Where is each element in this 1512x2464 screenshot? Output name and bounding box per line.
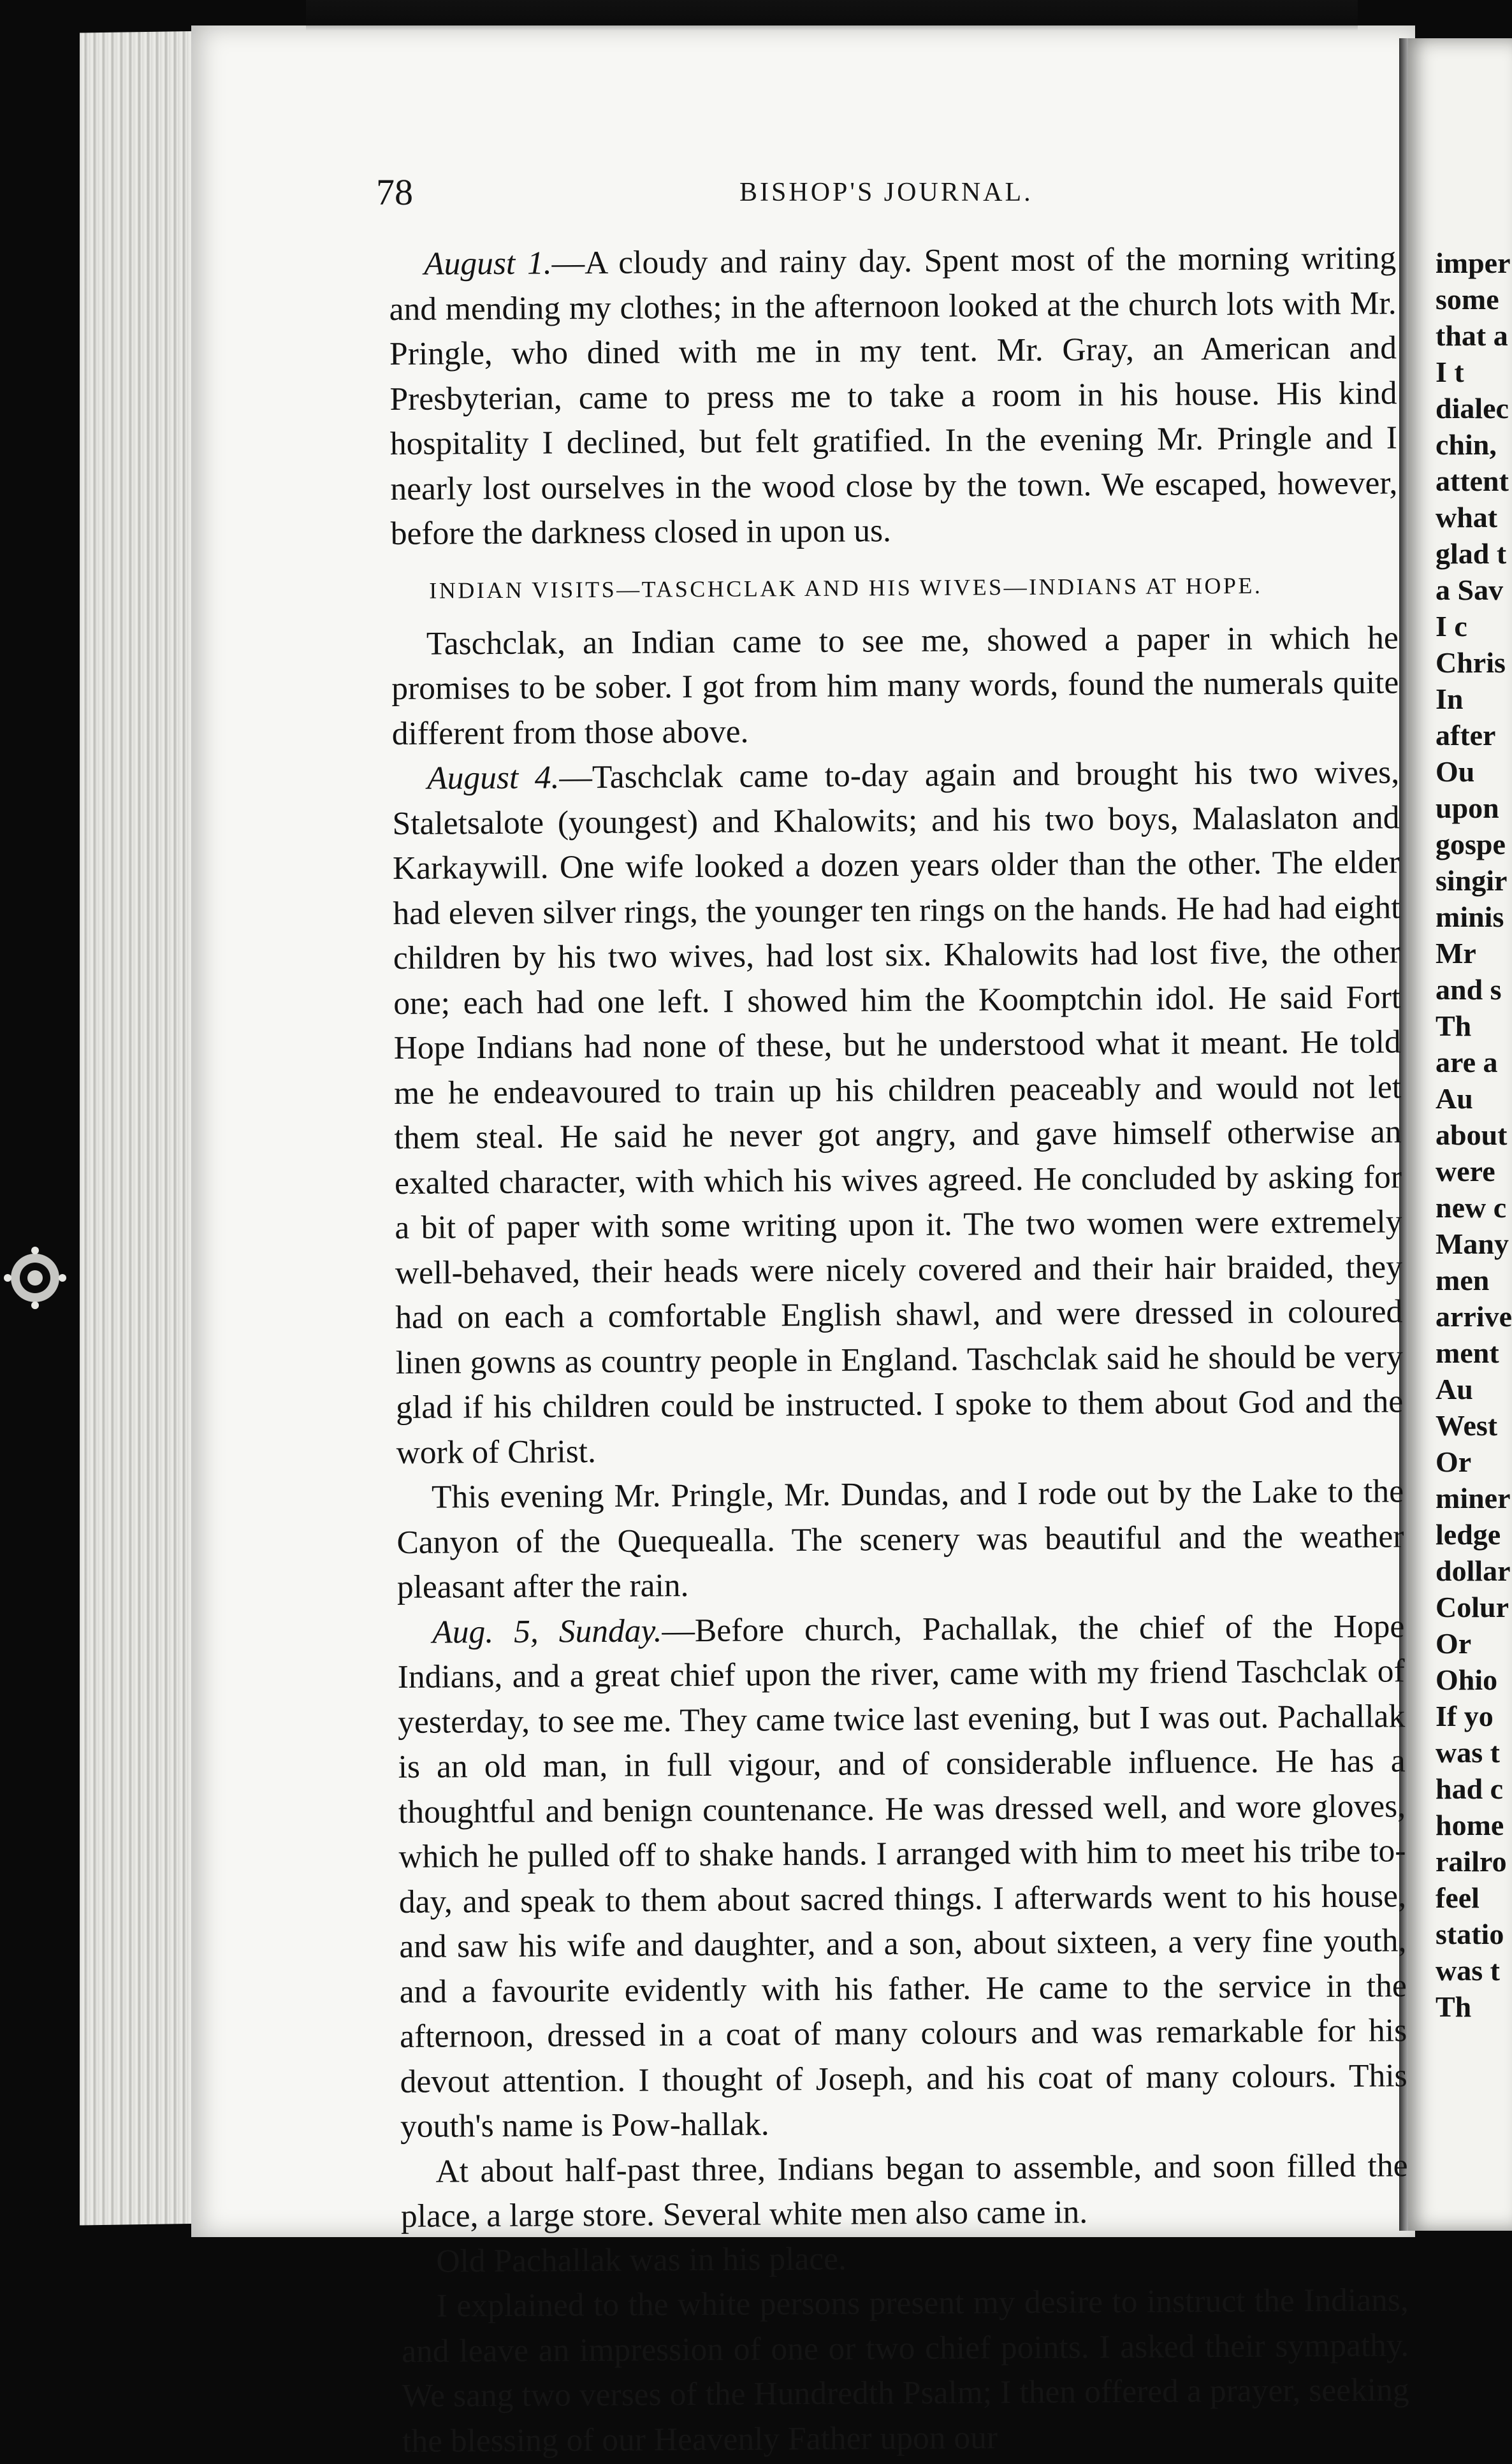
paragraph-text: —Taschclak came to-day again and brought his two wives, Staletsalote (youngest) and Khalowits; and his two boys, Malaslaton and Karkaywill. One wife looked a dozen years older than the other. The elder had eleven silver rings, the younger ten rings on the hands. He had had eight children by his two wives, had lost six. Khalowits had lost five, the other one; each had one left. I showed him the Koomptchin idol. He said Fort Hope Indians had none of these, but he understood what it meant. He told me he endeavoured to train up his children peaceably and would not let them steal. He said he never got angry, and gave himself otherwise an exalted character, with which his wives agreed. He concluded by asking for a bit of paper with some writing upon it. The two women were extremely well-behaved, their heads were nicely covered and their hair braided, they had on each a comfortable English shawl, and were dressed in coloured linen gowns as country people in England. Taschclak said he should be very glad if his children could be instructed. I spoke to them about God and the work of Christ. (392, 754, 1404, 1471)
facing-page-fragment: glad t (1436, 537, 1507, 570)
facing-page-fragment: In (1436, 683, 1464, 715)
paragraph (397, 1604, 1407, 2150)
paragraph (389, 236, 1398, 556)
paragraph (392, 750, 1404, 1475)
paragraph-text: —Before church, Pachallak, the chief of the Hope Indians, and a great chief upon the river, came with my friend Taschclak of yesterday, to see me. They came twice last evening, but I was out. Pachallak is an old man, in full vigour, and of considerable influence. He has a thoughtful and benign countenance. He was dressed well, and wore gloves, which he pulled off to shake hands. I arranged with him to meet his tribe to-day, and speak to them about sacred things. I afterwards went to his house, and saw his wife and daughter, and a son, about sixteen, a very fine youth, and a favourite evidently with his father. He came to the service in the afternoon, dressed in a coat of many colours and was remarkable for his devout attention. I thought of Joseph, and his coat of many colours. This youth's name is Pow-hallak. (397, 1607, 1407, 2145)
facing-page-fragment: railro (1436, 1845, 1507, 1878)
facing-page-fragment: miner (1436, 1482, 1511, 1514)
entry-date: August 4. (426, 759, 560, 797)
running-head: BISHOP'S JOURNAL. (739, 178, 1033, 207)
facing-page-fragment: upon (1436, 792, 1499, 824)
facing-page-fragment: was t (1436, 1954, 1500, 1987)
section-heading: INDIAN VISITS—TASCHCLAK AND HIS WIVES—INDIANS AT HOPE. (429, 572, 1263, 604)
facing-page-fragment: Colur (1436, 1591, 1509, 1623)
facing-page-fragment: If yo (1436, 1700, 1494, 1732)
page-header (376, 171, 1402, 215)
facing-page-fragment: after (1436, 719, 1496, 751)
paragraph: This evening Mr. Pringle, Mr. Dundas, and I rode out by the Lake to the Canyon of the Quequealla. The scenery was beautiful and the weather pleasant after the rain. (396, 1473, 1404, 1605)
facing-page-fragment: was t (1436, 1736, 1500, 1769)
facing-page-fragment: Mr (1436, 937, 1476, 969)
facing-page-fragment: ledge (1436, 1518, 1501, 1551)
page-body (389, 236, 1409, 2464)
facing-page-fragment: home (1436, 1809, 1504, 1841)
facing-page-fragment: Th (1436, 1990, 1472, 2023)
facing-page-fragment: men (1436, 1264, 1490, 1296)
facing-page-fragment: Ou (1436, 755, 1475, 788)
facing-page-fragment: new c (1436, 1191, 1507, 1224)
facing-page-fragment: minis (1436, 901, 1504, 933)
facing-page-fragment: are a (1436, 1046, 1498, 1078)
facing-page-fragment: I t (1436, 356, 1464, 388)
facing-page-fragment: some (1436, 283, 1499, 315)
facing-page-fragment: I c (1436, 610, 1467, 642)
paragraph: At about half-past three, Indians began to assemble, and soon filled the place, a large store. Several white men also came in. (400, 2147, 1408, 2235)
facing-page (1402, 38, 1512, 2231)
facing-page-fragment: had c (1436, 1772, 1504, 1805)
paragraph: Old Pachallak was in his place. (436, 2240, 847, 2280)
facing-page-fragment: West (1436, 1409, 1498, 1442)
facing-page-fragment: Au (1436, 1082, 1473, 1115)
facing-page-fragment: imper (1436, 247, 1511, 279)
facing-page-fragment: feel (1436, 1881, 1479, 1914)
facing-page-fragment: ment (1436, 1337, 1499, 1369)
facing-page-fragment: attent (1436, 465, 1509, 497)
page-number: 78 (376, 171, 413, 213)
paragraph-text: —A cloudy and rainy day. Spent most of the morning writing and mending my clothes; in the afternoon looked at the church lots with Mr. Pringle, who dined with me in my tent. Mr. Gray, an American and Presbyterian, came to press me to take a room in his house. His kind hospitality I declined, but felt gratified. In the evening Mr. Pringle and I nearly lost ourselves in the wood close by the town. We escaped, however, before the darkness closed in upon us. (389, 240, 1398, 552)
paragraph: I explained to the white persons present my desire to instruct the Indians, and leave an impression of one or two chief points. I asked their sympathy. We sang two verses of the Hundredth Psalm; I then offered a prayer, seeking the blessing of our Heavenly Father upon our (402, 2282, 1409, 2460)
facing-page-fragment: statio (1436, 1918, 1504, 1950)
page-top-shadow (306, 0, 1358, 31)
facing-page-fragment: were (1436, 1155, 1495, 1187)
facing-page-fragment: Or (1436, 1627, 1472, 1660)
facing-page-fragment: dollar (1436, 1554, 1511, 1587)
facing-page-fragment: Au (1436, 1373, 1473, 1405)
facing-page-fragment: chin, (1436, 428, 1497, 461)
entry-date: Aug. 5, Sunday. (432, 1612, 662, 1651)
paragraph: Taschclak, an Indian came to see me, showed a paper in which he promises to be sober. I got from him many words, found the numerals quite different from those above. (391, 619, 1399, 752)
ornament-icon (0, 1243, 70, 1313)
facing-page-fragment: a Sav (1436, 574, 1504, 606)
facing-page-fragment: about (1436, 1119, 1508, 1151)
entry-date: August 1. (424, 245, 552, 282)
facing-page-fragment: Ohio (1436, 1663, 1498, 1696)
facing-page-fragment: what (1436, 501, 1498, 533)
facing-page-fragment: Chris (1436, 646, 1506, 679)
facing-page-fragment: that a (1436, 319, 1508, 352)
facing-page-fragment: arrive (1436, 1300, 1512, 1333)
facing-page-fragment: Or (1436, 1446, 1472, 1478)
facing-page-fragment: gospe (1436, 828, 1506, 860)
facing-page-fragment: dialec (1436, 392, 1509, 424)
facing-page-fragment: singir (1436, 864, 1508, 897)
facing-page-fragment: Many (1436, 1228, 1509, 1260)
facing-page-fragment: Th (1436, 1010, 1472, 1042)
facing-page-fragment: and s (1436, 973, 1502, 1006)
